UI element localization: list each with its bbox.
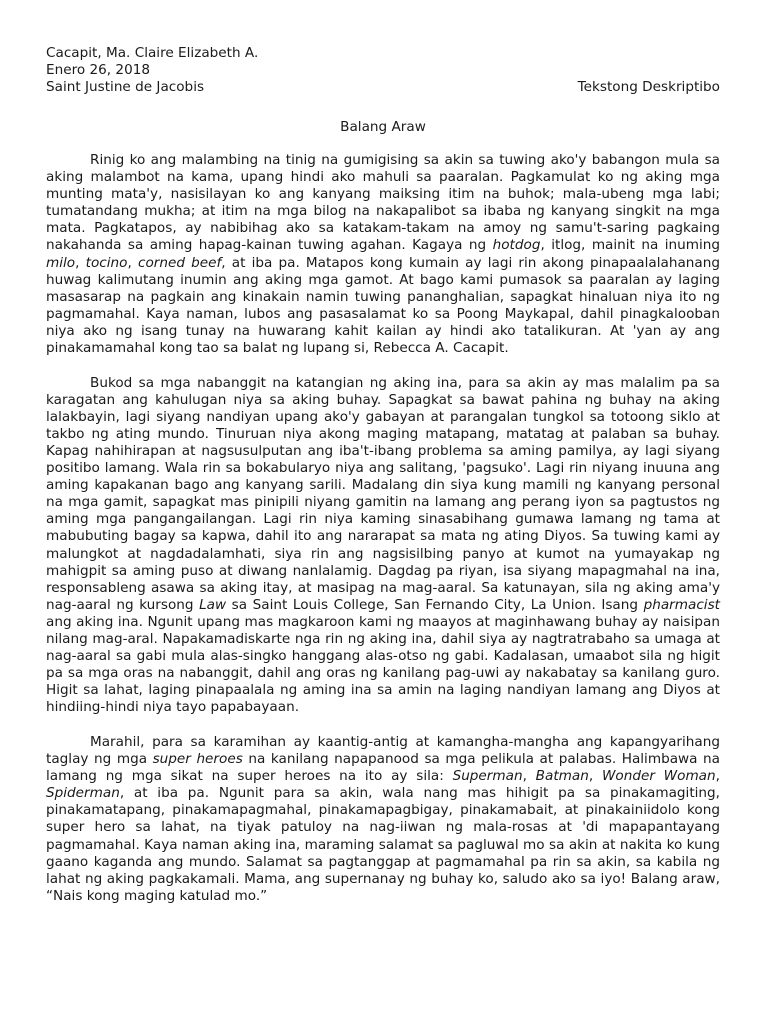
text-run: Bukod sa mga nabanggit na katangian ng aking ina, para sa akin ay mas malalim pa sa karagatan ang kahulugan niya sa aking buhay. Sapagkat sa bawat pahina ng buhay na aking lalakbayin, lagi siyang nandiyan upang ako'y gabayan at parangalan tungkol sa totoong siklo at takbo ng ating mundo. Tinuruan niya akong maging matapang, matatag at palaban sa buhay. Kapag nahihirapan at nagsusulputan ang iba't-ibang problema sa aming pamilya, ay lagi siyang positibo lamang. Wala rin sa bokabularyo niya ang salitang, 'pagsuko'. Lagi rin niyang inuuna ang aming kapakanan bago ang kanyang sarili. Madalang din siya kung mamili ng kanyang personal na mga gamit, sapagkat mas pinipili niyang gamitin na lamang ang perang iyon sa pagtustos ng aming mga pangangailangan. Lagi rin niya kaming sinasabihang gumawa lamang ng tama at mabubuting bagay sa kapwa, dahil ito ang nararapat sa mata ng ating Diyos. Sa tuwing kami ay malungkot at nagdadalamhati, siya rin ang nagsisilbing panyo at kumot na yumayakap ng mahigpit sa aming puso at diwang nanlalamig. Dagdag pa riyan, isa siyang mapagmahal na ina, responsableng asawa sa aking itay, at masipag na mag-aaral. Sa katunayan, sila ng aking ama'y nag-aaral ng kursong: [46, 374, 720, 613]
italic-term: Spiderman: [46, 785, 120, 802]
text-run: ,: [75, 254, 86, 271]
italic-term: super heroes: [152, 751, 243, 768]
italic-term: Wonder Woman: [601, 768, 716, 785]
school-row: [46, 79, 720, 96]
text-run: ,: [715, 768, 720, 785]
italic-term: milo: [46, 254, 76, 271]
document-title: Balang Araw: [340, 119, 426, 135]
text-run: , itlog, mainit na inuming: [540, 237, 721, 254]
school-name: Saint Justine de Jacobis: [46, 79, 205, 95]
italic-term: tocino: [85, 254, 128, 271]
author-name: Cacapit, Ma. Claire Elizabeth A.: [46, 45, 259, 61]
paragraph-1: [46, 152, 720, 357]
document-date: Enero 26, 2018: [46, 62, 151, 78]
italic-term: corned beef: [137, 254, 222, 271]
italic-term: hotdog: [492, 237, 541, 254]
italic-term: Batman: [535, 768, 589, 785]
text-run: na kanilang napapanood sa mga pelikula at palabas. Halimbawa na lamang ng mga sikat na super heroes na ito ay sila:: [46, 751, 720, 785]
text-run: , at iba pa. Ngunit para sa akin, wala nang mas hihigit pa sa pinakamagiting, pinakamatapang, pinakamapagmahal, pinakamapagbigay, pinakamabait, at pinakainiidolo kong super hero sa lahat, na tiyak patuloy na nag-iiwan ng mala-rosas at 'di mapapantayang pagmamahal. Kaya naman aking ina, maraming salamat sa pagluwal mo sa akin at nakita ko kung gaano kaganda ang mundo. Salamat sa pagtanggap at pagmamahal pa rin sa akin, sa kabila ng lahat ng aking pagkakamali. Mama, ang supernanay ng buhay ko, saludo ako sa iyo! Balang araw, “Nais kong maging katulad mo.”: [46, 785, 720, 904]
text-run: Rinig ko ang malambing na tinig na gumigising sa akin sa tuwing ako'y babangon mula sa aking malambot na kama, upang hindi ako mahuli sa paaralan. Pagkamulat ko ng aking mga munting mata'y, nasisilayan ko ang kanyang maiksing itim na buhok; mala-ubeng mga labi; tumatandang mukha; at itim na mga bilog na nakapalibot sa ibaba ng kanyang singkit na mga mata. Pagkatapos, ay nabibihag ako sa katakam-takam na amoy ng samu't-saring pagkaing nakahanda sa aming hapag-kainan tuwing agahan. Kagaya ng: [46, 152, 720, 254]
italic-term: Superman: [452, 768, 523, 785]
italic-term: Law: [199, 596, 227, 613]
italic-term: pharmacist: [643, 596, 720, 613]
paragraph-2: [46, 375, 720, 717]
text-run: ,: [522, 768, 536, 785]
document-body: [46, 152, 720, 905]
text-run: ,: [588, 768, 602, 785]
paragraph-3: [46, 734, 720, 905]
text-run: sa Saint Louis College, San Fernando City, La Union. Isang: [226, 596, 644, 613]
document-header: [46, 45, 720, 96]
text-run: , at iba pa. Matapos kong kumain ay lagi rin akong pinapaalalahanang huwag kalimutang inumin ang aking mga gamot. At bago kami pumasok sa paaralan ay laging masasarap na pagkain ang kinakain namin tuwing pananghalian, sapagkat hinaluan niya ito ng pagmamahal. Kaya naman, lubos ang pasasalamat ko sa Poong Maykapal, dahil pinagkalooban niya ako ng isang tunay na huwarang kahit kailan ay hindi ako tatalikuran. At 'yan ay ang pinakamamahal kong tao sa balat ng lupang si, Rebecca A. Cacapit.: [46, 254, 720, 357]
text-run: ang aking ina. Ngunit upang mas magkaroon kami ng maayos at maginhawang buhay ay naisipan nilang mag-aral. Napakamadiskarte nga rin ng aking ina, dahil siya ay nagtratrabaho sa umaga at nag-aaral sa gabi mula alas-singko hanggang alas-otso ng gabi. Kadalasan, umaabot sila ng higit pa sa mga oras na nabanggit, dahil ang oras ng kanilang pag-uwi ay nakabatay sa kanilang guro. Higit sa lahat, laging pinapaalala ng aming ina sa amin na laging nandiyan lamang ang Diyos at hindiing-hindi niya tayo papabayaan.: [46, 613, 720, 716]
text-run: ,: [127, 254, 138, 271]
document-type: Tekstong Deskriptibo: [577, 79, 720, 95]
text-run: Marahil, para sa karamihan ay kaantig-antig at kamangha-mangha ang kapangyarihang taglay ng mga: [46, 734, 720, 768]
